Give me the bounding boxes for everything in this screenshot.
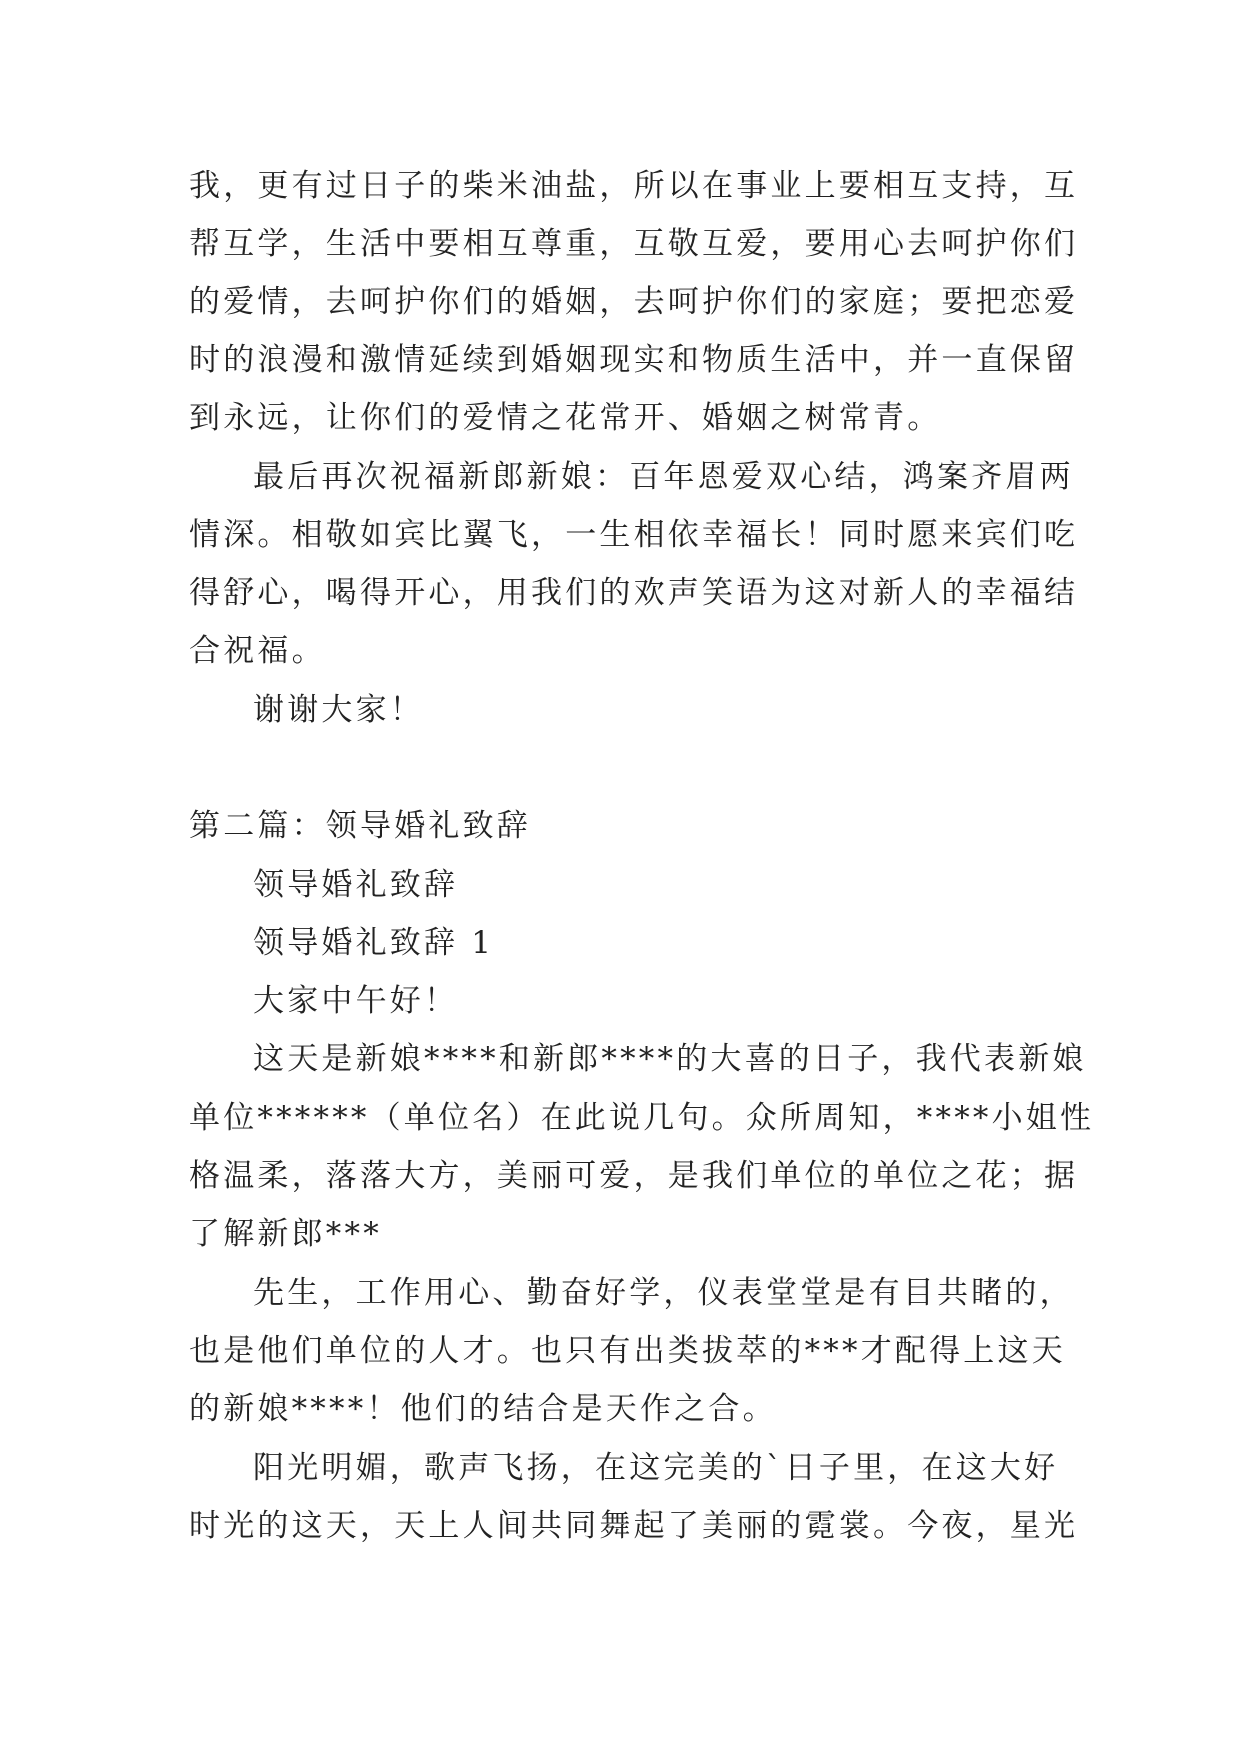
- text-line: 时光的这天，天上人间共同舞起了美丽的霓裳。今夜，星光: [189, 1508, 1079, 1544]
- text-line: 单位******（单位名）在此说几句。众所周知，****小姐性: [189, 1100, 1095, 1136]
- text-line: 格温柔，落落大方，美丽可爱，是我们单位的单位之花；据: [189, 1158, 1079, 1194]
- text-line: 这天是新娘****和新郎****的大喜的日子，我代表新娘: [253, 1041, 1087, 1077]
- text-line: 的爱情，去呵护你们的婚姻，去呵护你们的家庭；要把恋爱: [189, 284, 1079, 320]
- text-line: 最后再次祝福新郎新娘：百年恩爱双心结，鸿案齐眉两: [253, 459, 1074, 495]
- text-line: 合祝福。: [189, 633, 326, 669]
- text-line: 阳光明媚，歌声飞扬，在这完美的`日子里，在这大好: [253, 1450, 1059, 1486]
- text-line: 时的浪漫和激情延续到婚姻现实和物质生活中，并一直保留: [189, 342, 1079, 378]
- text-line: 帮互学，生活中要相互尊重，互敬互爱，要用心去呵护你们: [189, 226, 1079, 262]
- text-line: 也是他们单位的人才。也只有出类拔萃的***才配得上这天: [189, 1333, 1066, 1369]
- section-heading: 第二篇：领导婚礼致辞: [189, 808, 531, 844]
- text-line: 我，更有过日子的柴米油盐，所以在事业上要相互支持，互: [189, 168, 1079, 204]
- text-line: 大家中午好！: [253, 983, 459, 1019]
- text-line: 得舒心，喝得开心，用我们的欢声笑语为这对新人的幸福结: [189, 575, 1079, 611]
- text-line: 领导婚礼致辞 1: [253, 925, 495, 961]
- text-line: 先生，工作用心、勤奋好学，仪表堂堂是有目共睹的，: [253, 1275, 1074, 1311]
- text-line: 领导婚礼致辞: [253, 867, 459, 903]
- text-line: 了解新郎***: [189, 1216, 382, 1252]
- text-line: 情深。相敬如宾比翼飞，一生相依幸福长！同时愿来宾们吃: [189, 517, 1079, 553]
- text-line: 的新娘****！他们的结合是天作之合。: [189, 1391, 777, 1427]
- text-line: 到永远，让你们的爱情之花常开、婚姻之树常青。: [189, 400, 942, 436]
- text-line: 谢谢大家！: [253, 692, 424, 728]
